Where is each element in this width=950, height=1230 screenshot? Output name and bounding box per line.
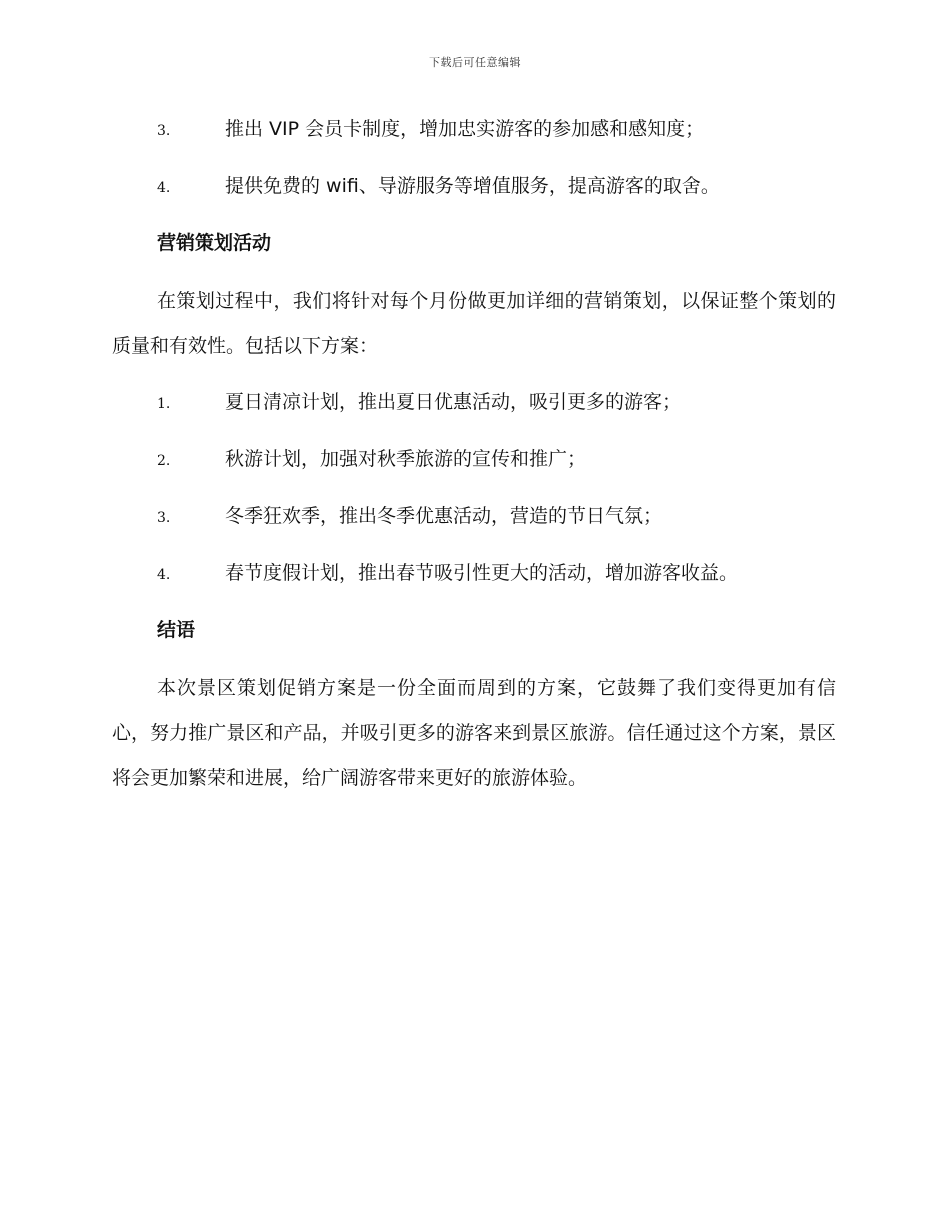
list-text: 秋游计划，加强对秋季旅游的宣传和推广；: [225, 448, 587, 470]
list-text: 提供免费的 wifi、导游服务等增值服务，提高游客的取舍。: [225, 175, 720, 197]
list-number: 3.: [157, 510, 171, 526]
list-text: 春节度假计划，推出春节吸引性更大的活动，增加游客收益。: [225, 562, 739, 584]
marketing-intro-paragraph: 在策划过程中，我们将针对每个月份做更加详细的营销策划，以保证整个策划的质量和有效性。包括以下方案：: [112, 290, 836, 357]
list-number: 4.: [157, 567, 171, 583]
section-heading-conclusion: 结语: [157, 619, 196, 641]
conclusion-paragraph: 本次景区策划促销方案是一份全面而周到的方案，它鼓舞了我们变得更加有信心，努力推广景区和产品，并吸引更多的游客来到景区旅游。信任通过这个方案，景区将会更加繁荣和进展，给广阔游客带来更好的旅游体验。: [112, 677, 836, 789]
list-text: 推出 VIP 会员卡制度，增加忠实游客的参加感和感知度；: [225, 118, 705, 140]
list-item: [112, 165, 836, 222]
list-number: 3.: [157, 123, 171, 139]
document-content: [112, 108, 836, 813]
list-item: [112, 552, 836, 609]
list-text: 夏日清凉计划，推出夏日优惠活动，吸引更多的游客；: [225, 391, 682, 413]
list-item: [112, 438, 836, 495]
list-number: 4.: [157, 180, 171, 196]
list-number: 1.: [157, 396, 171, 412]
list-item: [112, 108, 836, 165]
list-number: 2.: [157, 453, 171, 469]
list-item: [112, 495, 836, 552]
section-heading-marketing: 营销策划活动: [157, 232, 272, 254]
list-text: 冬季狂欢季，推出冬季优惠活动，营造的节日气氛；: [225, 505, 663, 527]
list-item: [112, 381, 836, 438]
page-header-note: 下载后可任意编辑: [429, 56, 521, 69]
